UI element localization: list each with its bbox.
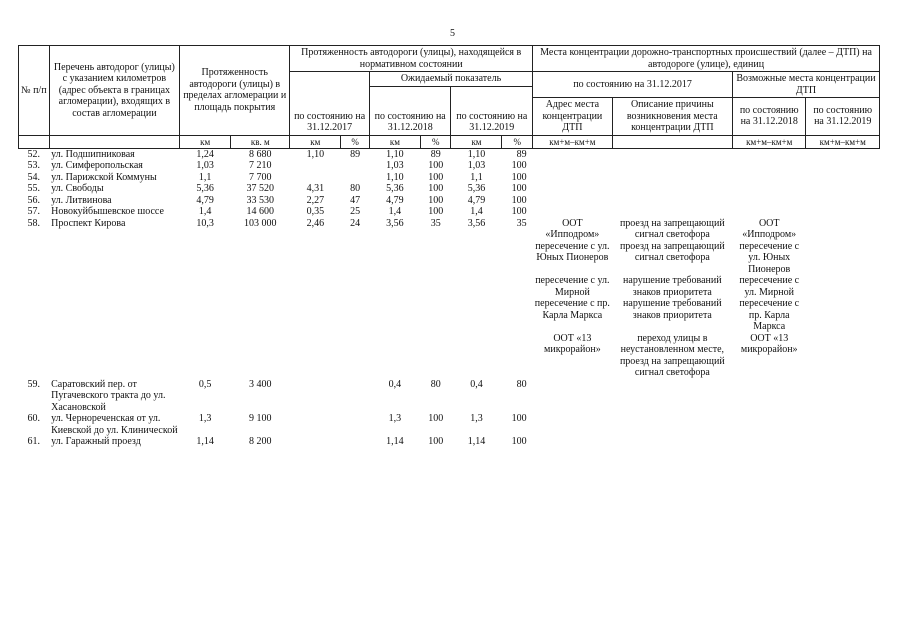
cell-k2018: 1,3: [388, 413, 402, 425]
cell-sqm: 7 210: [248, 160, 272, 172]
page-number: 5: [450, 28, 455, 39]
cell-p2018: 35: [430, 217, 441, 229]
cell-empty: [341, 298, 370, 333]
cell-km: 1,24: [196, 148, 214, 160]
cell-sqm: 8 680: [248, 148, 272, 160]
cell-num: 58.: [27, 217, 41, 229]
cell-k2017: 1,10: [306, 148, 325, 160]
cell-empty: [806, 436, 880, 448]
cell-empty: [806, 206, 880, 218]
cell-empty: [180, 275, 231, 298]
cell-empty: [533, 183, 613, 195]
cell-p2017: 25: [350, 206, 361, 218]
header-normative: Протяженность автодороги (улицы), находящейся в нормативном состоянии: [290, 46, 533, 72]
cell-k2018: 1,14: [386, 436, 404, 448]
cell-p2017: 24: [350, 217, 361, 229]
cell-k2017: [290, 413, 341, 436]
cell-empty: [341, 241, 370, 276]
cell-empty: [612, 206, 732, 218]
roads-table: [18, 45, 880, 448]
cell-empty: [451, 298, 502, 333]
cell-k2018: 5,36: [386, 183, 404, 195]
cell-sqm: 37 520: [246, 183, 274, 195]
cell-p2019: 100: [511, 206, 527, 218]
unit-pct-2017: %: [341, 135, 370, 148]
cell-p2018: 100: [428, 194, 444, 206]
cell-k2019: 5,36: [467, 183, 486, 195]
cell-empty: [612, 160, 732, 172]
cell-empty: [290, 298, 341, 333]
cell-num: 52.: [27, 148, 41, 160]
table-row: [19, 172, 880, 184]
cell-empty: [451, 275, 502, 298]
cell-empty: [49, 241, 180, 276]
cell-name: ул. Литвинова: [51, 194, 112, 206]
cell-dtp-address: ООТ «13 микрорайон»: [544, 332, 601, 356]
cell-empty: [806, 413, 880, 436]
cell-empty: [451, 241, 502, 276]
cell-empty: [19, 241, 50, 276]
cell-empty: [502, 298, 533, 333]
cell-empty: [49, 298, 180, 333]
cell-p2018: 100: [428, 206, 444, 218]
cell-empty: [231, 298, 290, 333]
cell-empty: [290, 275, 341, 298]
cell-p2018: 100: [428, 436, 444, 448]
cell-k2017: 2,46: [306, 217, 325, 229]
cell-p2019: 100: [511, 413, 527, 425]
cell-dtp-possible: ООТ «Ипподром»: [742, 217, 797, 241]
table-row: [19, 379, 880, 414]
unit-pct-2019: %: [502, 135, 533, 148]
cell-p2017: [341, 160, 370, 172]
cell-empty: [733, 206, 806, 218]
cell-dtp-address: пересечение с ул. Мирной: [535, 275, 610, 298]
table-row: [19, 183, 880, 195]
cell-empty: [420, 333, 451, 379]
cell-empty: [733, 379, 806, 414]
header-dtp-state-2017: по состоянию на 31.12.2017: [533, 72, 733, 98]
cell-empty: [612, 379, 732, 414]
table-body: [19, 148, 880, 448]
cell-k2019: 4,79: [467, 194, 486, 206]
table-row: [19, 413, 880, 436]
cell-k2019: 1,1: [470, 171, 483, 183]
cell-k2019: 3,56: [467, 217, 486, 229]
cell-empty: [502, 275, 533, 298]
cell-empty: [733, 436, 806, 448]
cell-dtp-reason: проезд на запрещающий сигнал светофора: [619, 217, 725, 241]
cell-empty: [806, 241, 880, 276]
unit-km-2018: км: [369, 135, 420, 148]
header-dtp-address: Адрес места концентрации ДТП: [533, 98, 613, 136]
cell-km: 1,03: [196, 160, 214, 172]
cell-k2019: 1,10: [467, 148, 486, 160]
table-row: [19, 160, 880, 172]
header-state-2017: по состоянию на 31.12.2017: [290, 72, 370, 136]
cell-p2017: 89: [350, 148, 361, 160]
cell-name: ул. Гаражный проезд: [51, 436, 141, 448]
cell-empty: [290, 241, 341, 276]
cell-k2018: 1,10: [386, 171, 404, 183]
cell-km: 10,3: [196, 217, 214, 229]
cell-empty: [733, 183, 806, 195]
cell-empty: [420, 241, 451, 276]
cell-sqm: 9 100: [248, 413, 272, 425]
cell-empty: [806, 275, 880, 298]
cell-empty: [806, 379, 880, 414]
cell-name: ул. Свободы: [51, 183, 104, 195]
cell-k2019: 1,4: [470, 206, 483, 218]
cell-empty: [733, 160, 806, 172]
cell-p2019: 100: [511, 436, 527, 448]
cell-p2019: 89: [516, 148, 527, 160]
unit-kmm-2019: км+м–км+м: [806, 135, 880, 148]
cell-p2017: [341, 172, 370, 184]
cell-name: ул. Парижской Коммуны: [51, 171, 157, 183]
cell-sqm: 7 700: [248, 171, 272, 183]
cell-empty: [231, 241, 290, 276]
cell-k2017: [290, 379, 341, 414]
table-row: [19, 195, 880, 207]
cell-p2018: 89: [430, 148, 441, 160]
cell-dtp-address: пересечение с ул. Юных Пионеров: [535, 240, 610, 264]
unit-km: км: [180, 135, 231, 148]
header-dtp: Места концентрации дорожно-транспортных происшествий (далее – ДТП) на автодороге (улице), единиц: [533, 46, 880, 72]
cell-empty: [369, 241, 420, 276]
cell-dtp-possible: ООТ «13 микрорайон»: [740, 332, 798, 356]
cell-empty: [612, 195, 732, 207]
cell-dtp-possible: пересечение с ул. Юных Пионеров: [739, 240, 800, 275]
cell-empty: [180, 241, 231, 276]
cell-dtp-reason: переход улицы в неустановленном месте, проезд на запрещающий сигнал светофора: [619, 332, 725, 379]
cell-km: 1,4: [198, 206, 212, 218]
cell-p2019: 100: [511, 194, 527, 206]
cell-empty: [49, 333, 180, 379]
cell-k2017: [290, 172, 341, 184]
unit-km-2019: км: [451, 135, 502, 148]
cell-p2017: [341, 379, 370, 414]
cell-empty: [19, 275, 50, 298]
cell-num: 57.: [27, 206, 41, 218]
cell-empty: [806, 298, 880, 333]
cell-empty: [612, 413, 732, 436]
cell-p2019: 100: [511, 160, 527, 172]
header-dtp-possible: Возможные места концентрации ДТП: [733, 72, 880, 98]
cell-empty: [533, 172, 613, 184]
cell-k2018: 1,4: [388, 206, 402, 218]
cell-k2019: 1,14: [467, 436, 486, 448]
cell-empty: [19, 333, 50, 379]
cell-empty: [806, 195, 880, 207]
cell-empty: [612, 436, 732, 448]
unit-empty-reason: [612, 135, 732, 148]
cell-p2018: 100: [428, 413, 444, 425]
cell-empty: [806, 148, 880, 160]
cell-name: ул. Подшипниковая: [51, 148, 135, 160]
table-header: [19, 46, 880, 149]
cell-k2017: [290, 436, 341, 448]
header-dtp-2019: по состоянию на 31.12.2019: [806, 98, 880, 136]
cell-p2017: [341, 436, 370, 448]
header-dtp-reason: Описание причины возникновения места концентрации ДТП: [612, 98, 732, 136]
cell-k2018: 4,79: [386, 194, 404, 206]
cell-empty: [451, 333, 502, 379]
cell-km: 4,79: [196, 194, 214, 206]
cell-k2017: 2,27: [306, 194, 325, 206]
cell-dtp-address: ООТ «Ипподром»: [545, 217, 600, 241]
cell-empty: [369, 275, 420, 298]
cell-name: Новокуйбышевское шоссе: [51, 206, 164, 218]
header-length: Протяженность автодороги (улицы) в пределах агломерации и площадь покрытия: [180, 46, 290, 136]
cell-empty: [533, 436, 613, 448]
cell-empty: [612, 172, 732, 184]
cell-empty: [806, 183, 880, 195]
cell-empty: [420, 275, 451, 298]
cell-k2017: 4,31: [306, 183, 325, 195]
cell-dtp-reason: проезд на запрещающий сигнал светофора: [619, 240, 725, 264]
cell-sqm: 33 530: [246, 194, 274, 206]
table-row-dtp: [19, 333, 880, 379]
cell-empty: [502, 241, 533, 276]
header-state-2018: по состоянию на 31.12.2018: [369, 86, 451, 135]
cell-p2017: 47: [350, 194, 361, 206]
cell-p2017: [341, 413, 370, 436]
table-row-dtp: [19, 241, 880, 276]
cell-km: 5,36: [196, 183, 214, 195]
cell-p2019: 100: [511, 171, 527, 183]
cell-sqm: 103 000: [243, 217, 277, 229]
cell-km: 1,3: [198, 413, 212, 425]
cell-k2018: 0,4: [388, 378, 402, 390]
table-row: [19, 436, 880, 448]
cell-empty: [533, 413, 613, 436]
cell-num: 59.: [27, 378, 41, 390]
cell-k2018: 1,03: [386, 160, 404, 172]
cell-empty: [341, 275, 370, 298]
cell-empty: [341, 333, 370, 379]
table-row: [19, 148, 880, 160]
cell-empty: [533, 160, 613, 172]
cell-sqm: 8 200: [248, 436, 272, 448]
cell-k2018: 1,10: [386, 148, 404, 160]
header-dtp-2018: по состоянию на 31.12.2018: [733, 98, 806, 136]
cell-empty: [369, 298, 420, 333]
cell-dtp-possible: пересечение с ул. Мирной: [739, 275, 800, 298]
cell-name: Саратовский пер. от Пугачевского тракта до ул. Хасановской: [51, 378, 166, 413]
header-state-2019: по состоянию на 31.12.2019: [451, 86, 533, 135]
cell-empty: [612, 148, 732, 160]
cell-km: 1,1: [198, 171, 212, 183]
cell-p2018: 100: [428, 183, 444, 195]
cell-p2018: 80: [430, 378, 441, 390]
cell-empty: [180, 298, 231, 333]
table-row: [19, 218, 880, 241]
cell-dtp-address: пересечение с пр. Карла Маркса: [534, 298, 610, 321]
cell-p2019: 35: [516, 217, 527, 229]
cell-num: 54.: [27, 171, 41, 183]
cell-p2018: 100: [428, 160, 444, 172]
cell-k2017: [290, 160, 341, 172]
cell-empty: [533, 148, 613, 160]
cell-num: 61.: [27, 436, 41, 448]
cell-k2019: 0,4: [470, 378, 483, 390]
cell-num: 60.: [27, 413, 41, 425]
cell-dtp-possible: пересечение с пр. Карла Маркса: [739, 298, 800, 333]
cell-empty: [420, 298, 451, 333]
cell-empty: [290, 333, 341, 379]
unit-pct-2018: %: [420, 135, 451, 148]
cell-empty: [231, 275, 290, 298]
unit-kmm-2018: км+м–км+м: [733, 135, 806, 148]
cell-empty: [733, 172, 806, 184]
cell-name: ул. Чернореченская от ул. Киевской до ул. Клинической: [51, 413, 178, 436]
header-num: № п/п: [19, 46, 50, 136]
unit-kmm-address: км+м–км+м: [533, 135, 613, 148]
unit-sqm: кв. м: [231, 135, 290, 148]
cell-k2019: 1,03: [467, 160, 486, 172]
cell-empty: [733, 148, 806, 160]
cell-empty: [806, 160, 880, 172]
cell-k2018: 3,56: [386, 217, 404, 229]
unit-empty-1: [19, 135, 50, 148]
cell-name: ул. Симферопольская: [51, 160, 143, 172]
cell-num: 53.: [27, 160, 41, 172]
cell-k2019: 1,3: [470, 413, 483, 425]
cell-dtp-reason: нарушение требований знаков приоритета: [623, 275, 722, 298]
header-expected: Ожидаемый показатель: [369, 72, 532, 87]
unit-empty-2: [49, 135, 180, 148]
cell-empty: [533, 379, 613, 414]
cell-empty: [533, 195, 613, 207]
cell-empty: [806, 218, 880, 241]
cell-empty: [733, 195, 806, 207]
cell-empty: [533, 206, 613, 218]
cell-empty: [733, 413, 806, 436]
cell-empty: [231, 333, 290, 379]
cell-empty: [612, 183, 732, 195]
unit-km-2017: км: [290, 135, 341, 148]
cell-empty: [369, 333, 420, 379]
cell-p2019: 80: [516, 378, 527, 390]
table-row-dtp: [19, 298, 880, 333]
cell-km: 1,14: [196, 436, 214, 448]
cell-p2017: 80: [350, 183, 361, 195]
table-row-dtp: [19, 275, 880, 298]
cell-name: Проспект Кирова: [51, 217, 126, 229]
table-row: [19, 206, 880, 218]
cell-empty: [49, 275, 180, 298]
cell-p2018: 100: [428, 171, 444, 183]
cell-num: 56.: [27, 194, 41, 206]
cell-km: 0,5: [198, 378, 212, 390]
cell-num: 55.: [27, 183, 41, 195]
cell-empty: [19, 298, 50, 333]
cell-empty: [806, 333, 880, 379]
cell-k2017: 0,35: [306, 206, 325, 218]
cell-empty: [806, 172, 880, 184]
cell-dtp-reason: нарушение требований знаков приоритета: [623, 298, 722, 321]
cell-empty: [502, 333, 533, 379]
cell-empty: [180, 333, 231, 379]
cell-sqm: 3 400: [248, 378, 272, 390]
cell-sqm: 14 600: [246, 206, 274, 218]
cell-p2019: 100: [511, 183, 527, 195]
header-road-list: Перечень автодорог (улицы) с указанием километров (адрес объекта в границах агломерации), входящих в состав агломерации: [49, 46, 180, 136]
